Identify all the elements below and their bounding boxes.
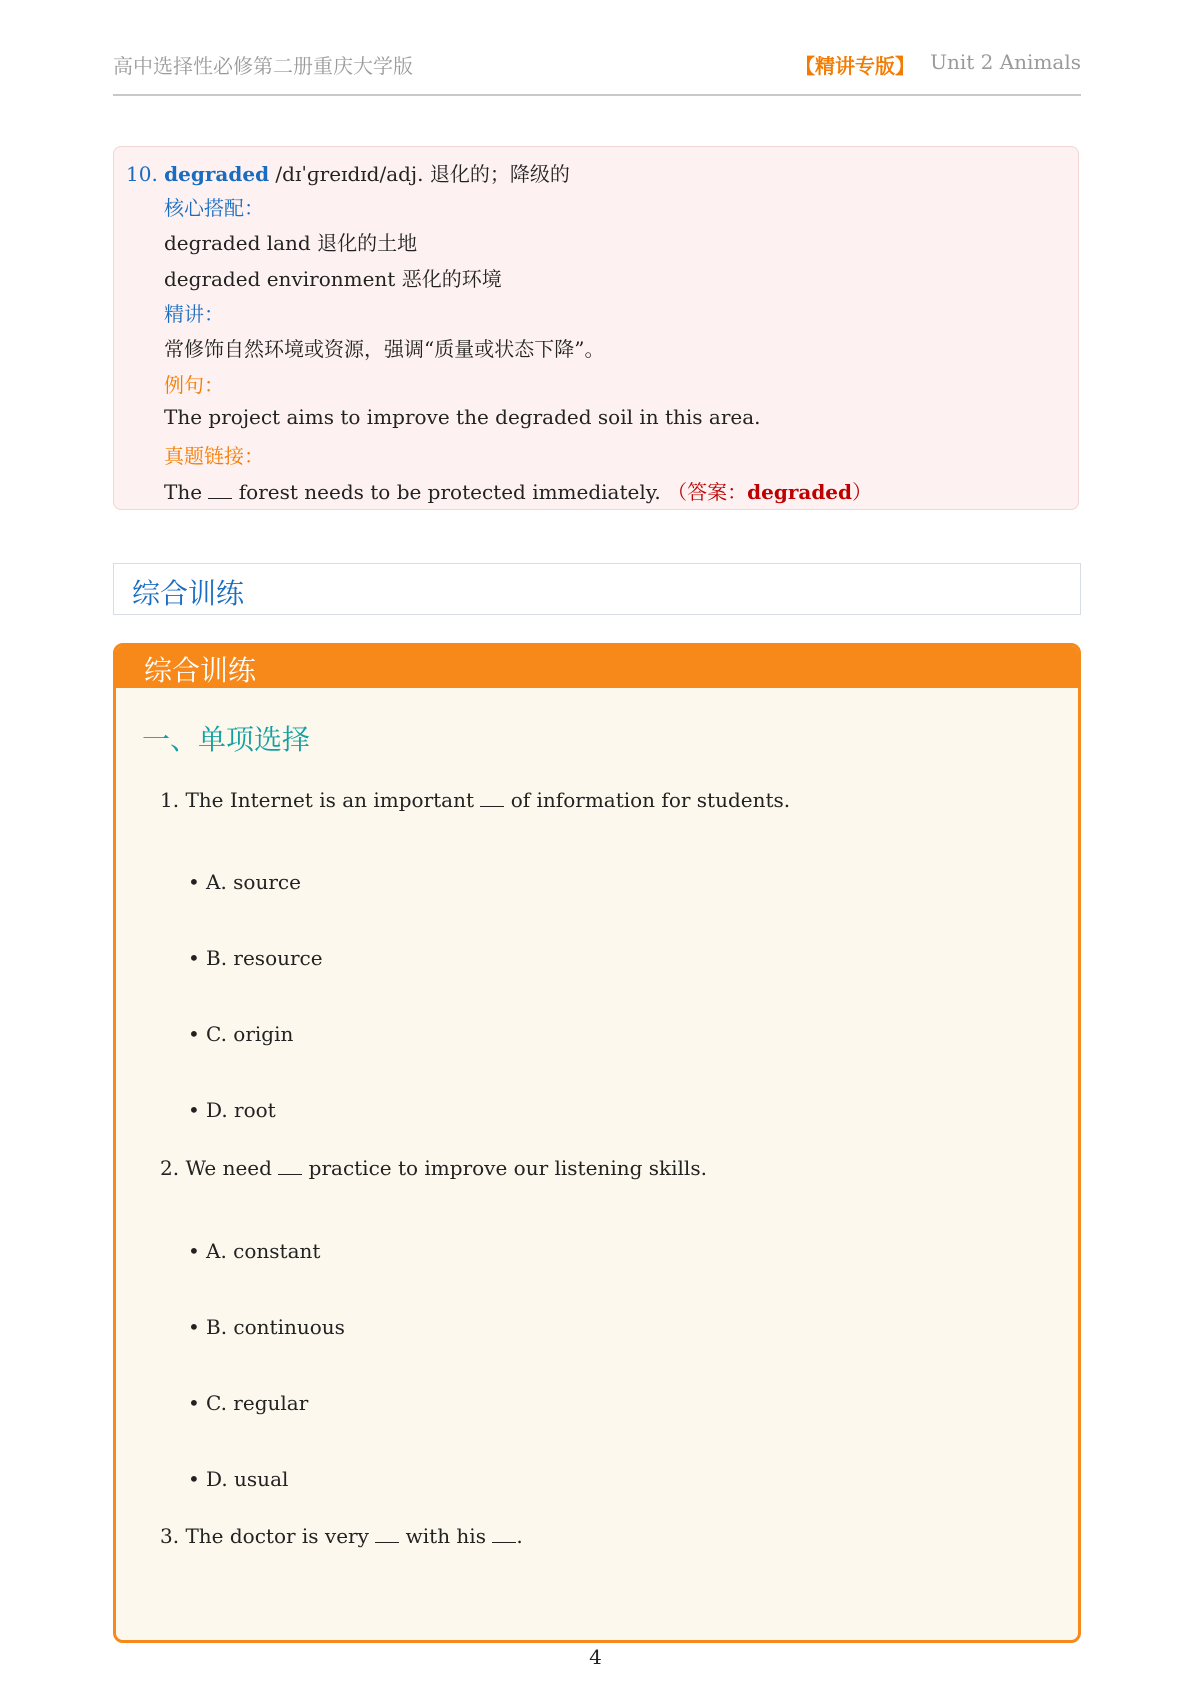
option-item[interactable] bbox=[188, 1315, 345, 1339]
option-item[interactable] bbox=[188, 1239, 320, 1263]
bullet: • bbox=[188, 1239, 200, 1263]
bullet: • bbox=[188, 870, 200, 894]
bullet: • bbox=[188, 1467, 200, 1491]
page-header bbox=[113, 44, 1081, 96]
bullet: • bbox=[188, 1098, 200, 1122]
vocab-card bbox=[113, 146, 1079, 510]
training-subtitle: 一、单项选择 bbox=[142, 723, 311, 756]
collocation-item: degraded land 退化的土地 bbox=[164, 231, 418, 255]
option-label: D. root bbox=[206, 1098, 276, 1122]
option-item[interactable] bbox=[188, 946, 323, 970]
answer-word: degraded bbox=[747, 480, 853, 504]
edition-badge: 【精讲专版】 bbox=[795, 54, 915, 78]
question-number: 1. bbox=[160, 788, 180, 812]
exam-text-before: The bbox=[164, 480, 209, 504]
bullet: • bbox=[188, 1022, 200, 1046]
training-title-bar bbox=[116, 646, 1078, 688]
collocation-item: degraded environment 恶化的环境 bbox=[164, 267, 502, 291]
example-text: The project aims to improve the degraded soil in this area. bbox=[164, 405, 761, 429]
option-label: C. origin bbox=[206, 1022, 294, 1046]
vocab-pronunciation: /dɪˈɡreɪdɪd/adj. 退化的；降级的 bbox=[269, 162, 570, 186]
section-heading-text: 综合训练 bbox=[132, 577, 245, 610]
option-label: B. continuous bbox=[206, 1315, 345, 1339]
question-text: practice to improve our listening skills. bbox=[302, 1156, 707, 1180]
explain-label: 精讲： bbox=[164, 302, 224, 326]
question-number: 2. bbox=[160, 1156, 180, 1180]
training-box bbox=[113, 643, 1081, 1643]
question-text: of information for students. bbox=[504, 788, 791, 812]
question-number: 3. bbox=[160, 1524, 180, 1548]
option-item[interactable] bbox=[188, 1467, 288, 1491]
question bbox=[160, 1156, 707, 1180]
question-text: . bbox=[516, 1524, 523, 1548]
option-label: C. regular bbox=[206, 1391, 309, 1415]
option-item[interactable] bbox=[188, 870, 301, 894]
option-label: A. source bbox=[206, 870, 301, 894]
option-item[interactable] bbox=[188, 1098, 276, 1122]
page-number: 4 bbox=[589, 1645, 602, 1669]
option-label: A. constant bbox=[206, 1239, 321, 1263]
option-item[interactable] bbox=[188, 1391, 308, 1415]
answer-suffix: ） bbox=[852, 480, 873, 504]
bullet: • bbox=[188, 1391, 200, 1415]
answer-prefix: （答案： bbox=[667, 480, 748, 504]
question bbox=[160, 1524, 523, 1548]
question-text: The doctor is very bbox=[185, 1524, 376, 1548]
option-item[interactable] bbox=[188, 1022, 293, 1046]
vocab-headword-line bbox=[126, 158, 570, 187]
exam-answer bbox=[667, 480, 872, 504]
answer-blank bbox=[492, 1528, 516, 1543]
exam-sentence bbox=[164, 476, 872, 505]
unit-title: Unit 2 Animals bbox=[930, 50, 1081, 74]
question bbox=[160, 788, 790, 812]
answer-blank bbox=[208, 484, 232, 499]
exam-label: 真题链接： bbox=[164, 444, 264, 468]
training-title: 综合训练 bbox=[144, 654, 257, 687]
bullet: • bbox=[188, 946, 200, 970]
example-label: 例句： bbox=[164, 373, 224, 397]
answer-blank bbox=[375, 1528, 399, 1543]
answer-blank bbox=[480, 792, 504, 807]
question-text: We need bbox=[185, 1156, 279, 1180]
question-text: with his bbox=[399, 1524, 493, 1548]
bullet: • bbox=[188, 1315, 200, 1339]
answer-blank bbox=[278, 1160, 302, 1175]
option-label: B. resource bbox=[206, 946, 323, 970]
explain-text: 常修饰自然环境或资源，强调“质量或状态下降”。 bbox=[164, 337, 605, 361]
vocab-word: degraded bbox=[164, 162, 270, 186]
option-label: D. usual bbox=[206, 1467, 289, 1491]
vocab-number: 10. bbox=[126, 162, 158, 186]
exam-text-after: forest needs to be protected immediately. bbox=[232, 480, 661, 504]
question-text: The Internet is an important bbox=[185, 788, 481, 812]
section-heading bbox=[113, 563, 1081, 615]
collocation-label: 核心搭配： bbox=[164, 196, 264, 220]
book-title: 高中选择性必修第二册重庆大学版 bbox=[113, 54, 413, 78]
